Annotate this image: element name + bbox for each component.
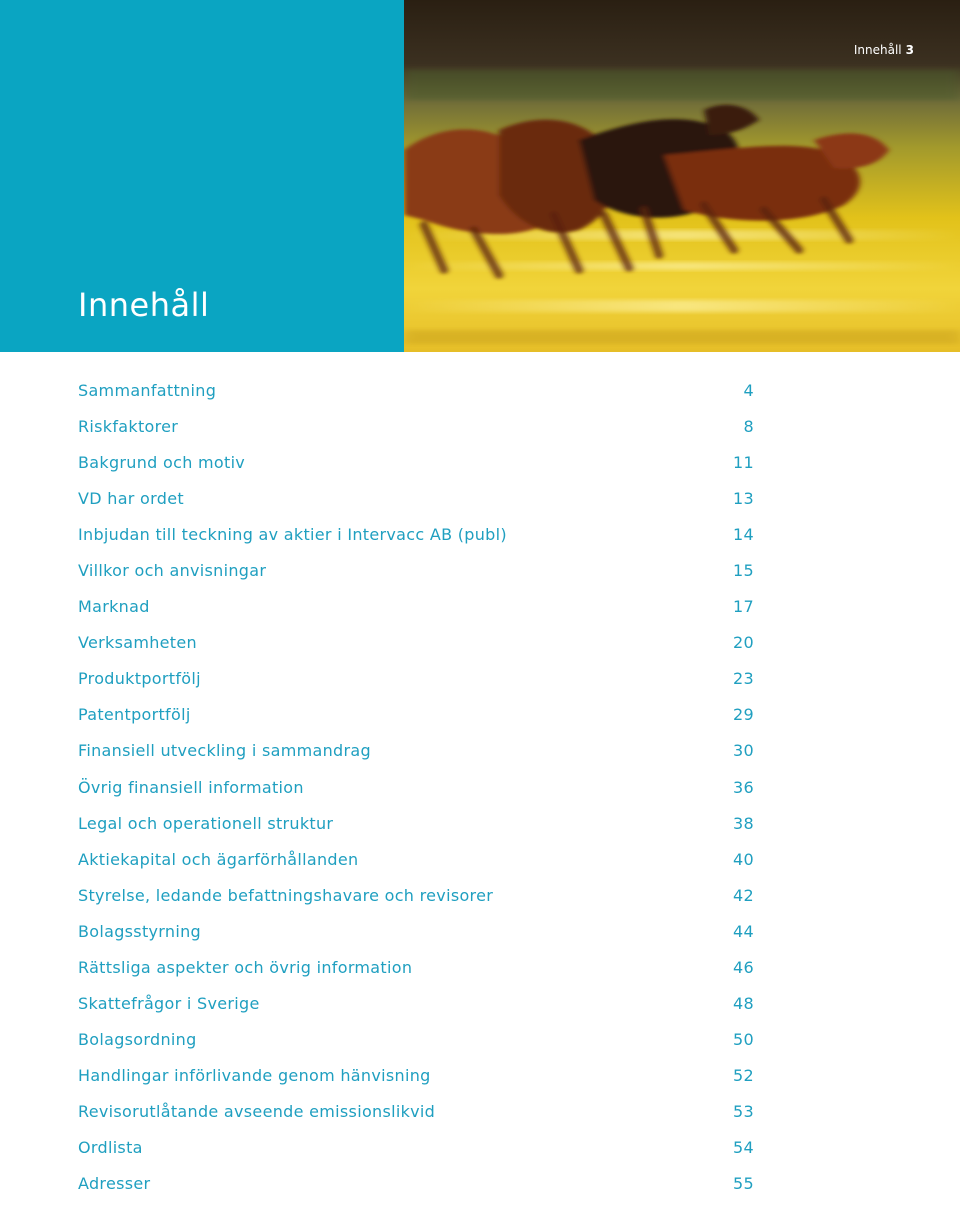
toc-entry-page-number: 48 (733, 993, 754, 1013)
toc-entry-label: Riskfaktorer (78, 417, 179, 437)
toc-entry-page-number: 4 (743, 381, 754, 400)
toc-entry[interactable] (78, 450, 754, 486)
toc-entry-page-number: 38 (733, 813, 754, 833)
toc-entry[interactable] (78, 775, 754, 811)
toc-entry-page-number: 54 (733, 1137, 754, 1157)
toc-entry-page-number: 46 (733, 957, 754, 977)
toc-entry-page-number: 50 (733, 1029, 754, 1049)
toc-entry-page-number: 42 (733, 885, 754, 905)
toc-entry-label: Verksamheten (78, 633, 197, 653)
page-title: Innehåll (78, 286, 210, 324)
toc-entry-page-number: 55 (733, 1174, 754, 1194)
toc-entry[interactable] (78, 558, 754, 594)
toc-entry[interactable] (78, 1135, 754, 1171)
toc-entry-label: Inbjudan till teckning av aktier i Intervacc AB (publ) (78, 525, 507, 545)
toc-entry-label: Styrelse, ledande befattningshavare och revisorer (78, 885, 494, 905)
toc-entry[interactable] (78, 738, 754, 774)
toc-entry-label: Övrig finansiell information (78, 777, 304, 797)
toc-entry-page-number: 20 (733, 633, 754, 653)
toc-entry-page-number: 15 (733, 561, 754, 581)
toc-entry-label: Adresser (78, 1174, 151, 1194)
toc-entry-page-number: 44 (733, 921, 754, 941)
toc-entry-label: Patentportfölj (78, 705, 191, 725)
toc-entry-label: Produktportfölj (78, 669, 201, 689)
toc-entry-page-number: 14 (733, 525, 754, 545)
toc-entry-label: VD har ordet (78, 489, 184, 509)
toc-entry[interactable] (78, 414, 754, 450)
toc-entry[interactable] (78, 1171, 754, 1207)
toc-entry-label: Skattefrågor i Sverige (78, 993, 260, 1013)
toc-entry-label: Bolagsordning (78, 1029, 197, 1049)
toc-entry-label: Finansiell utveckling i sammandrag (78, 741, 371, 761)
running-head (854, 43, 914, 57)
toc-entry-label: Aktiekapital och ägarförhållanden (78, 849, 359, 869)
toc-entry[interactable] (78, 919, 754, 955)
toc-entry-page-number: 17 (733, 597, 754, 617)
toc-entry[interactable] (78, 666, 754, 702)
toc-entry-label: Bakgrund och motiv (78, 453, 246, 473)
toc-entry-page-number: 29 (733, 705, 754, 725)
toc-entry-label: Villkor och anvisningar (78, 561, 267, 581)
toc-entry[interactable] (78, 378, 754, 414)
toc-entry-page-number: 13 (733, 489, 754, 509)
toc-entry-page-number: 11 (733, 453, 754, 473)
toc-entry-label: Ordlista (78, 1137, 143, 1157)
toc-entry-label: Legal och operationell struktur (78, 813, 334, 833)
toc-entry-page-number: 53 (733, 1101, 754, 1121)
running-head-label: Innehåll (853, 43, 902, 57)
toc-entry-page-number: 40 (733, 849, 754, 869)
toc-entry-label: Revisorutlåtande avseende emissionslikvid (78, 1101, 436, 1121)
toc-entry-page-number: 52 (733, 1065, 754, 1085)
page-number: 3 (905, 43, 914, 57)
toc-entry[interactable] (78, 1099, 754, 1135)
toc-entry[interactable] (78, 1063, 754, 1099)
toc-entry-label: Handlingar införlivande genom hänvisning (78, 1065, 431, 1085)
toc-entry-label: Rättsliga aspekter och övrig information (78, 957, 413, 977)
toc-entry-page-number: 23 (733, 669, 754, 689)
table-of-contents (78, 378, 754, 1207)
toc-entry-label: Bolagsstyrning (78, 921, 201, 941)
toc-entry[interactable] (78, 811, 754, 847)
toc-entry-page-number: 30 (733, 741, 754, 761)
toc-entry[interactable] (78, 630, 754, 666)
toc-entry-label: Sammanfattning (78, 381, 217, 400)
toc-entry[interactable] (78, 847, 754, 883)
toc-entry-label: Marknad (78, 597, 150, 617)
toc-entry[interactable] (78, 702, 754, 738)
hero-panel (0, 0, 404, 352)
toc-entry[interactable] (78, 522, 754, 558)
toc-entry[interactable] (78, 486, 754, 522)
toc-entry[interactable] (78, 991, 754, 1027)
toc-entry-page-number: 36 (733, 777, 754, 797)
toc-entry[interactable] (78, 883, 754, 919)
toc-entry[interactable] (78, 955, 754, 991)
toc-entry[interactable] (78, 594, 754, 630)
toc-entry-page-number: 8 (743, 417, 754, 437)
toc-entry[interactable] (78, 1027, 754, 1063)
